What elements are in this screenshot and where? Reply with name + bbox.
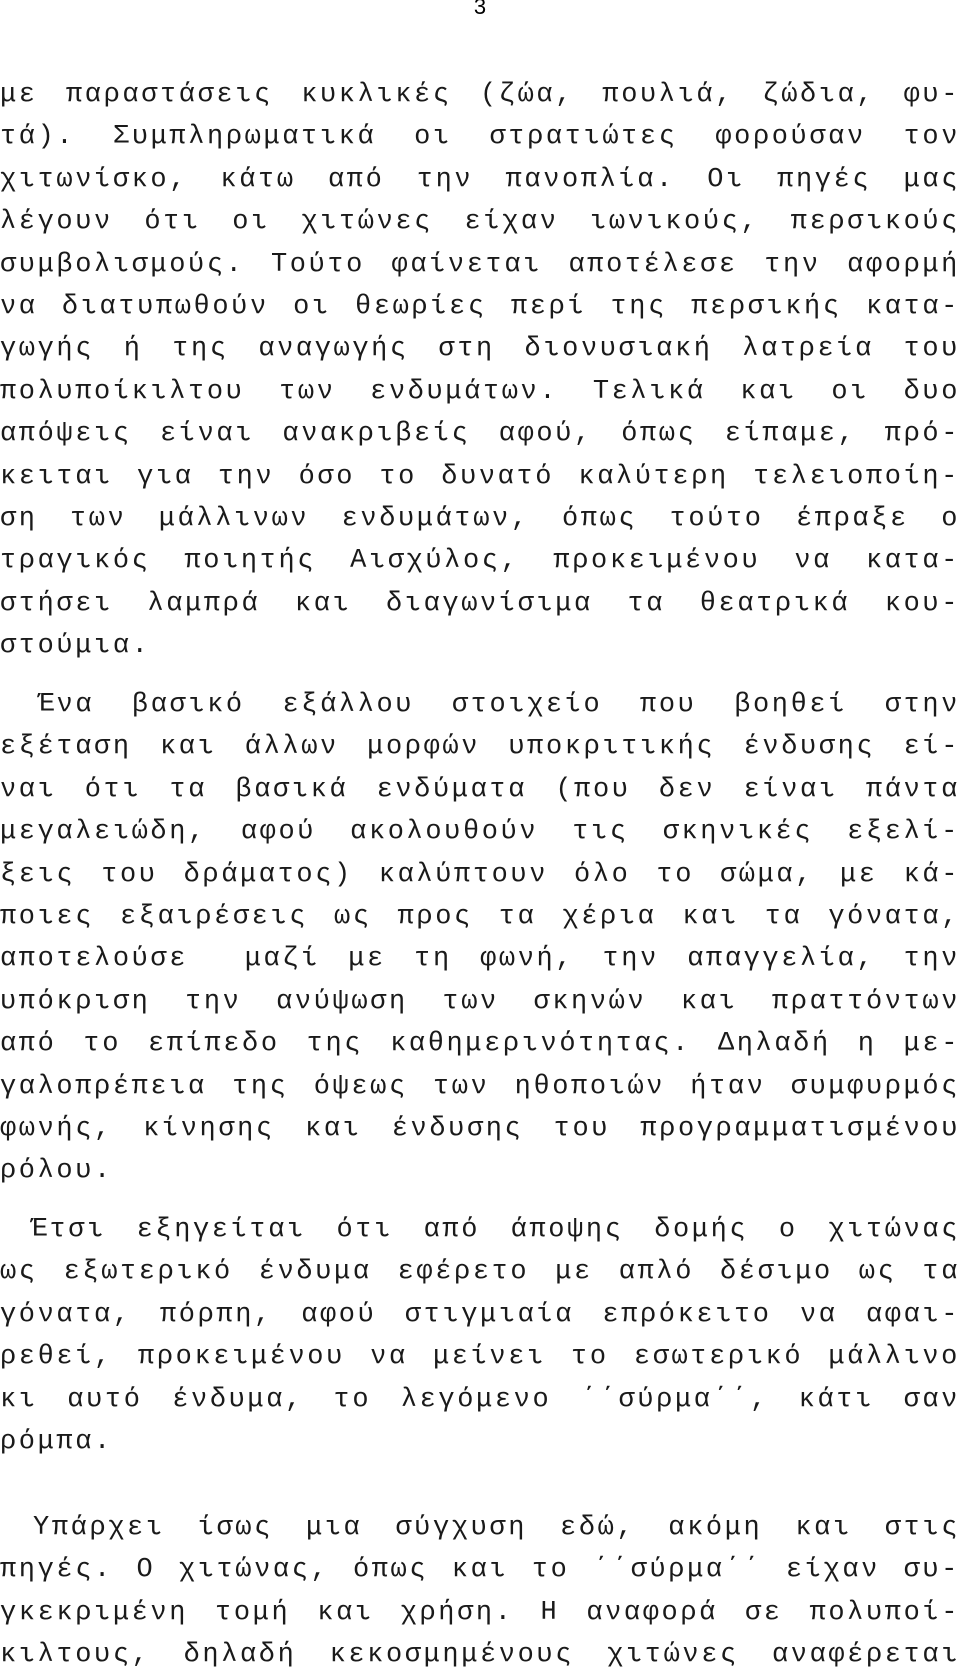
text-line: συμβολισμούς. Τούτο φαίνεται αποτέλεσε την αφορμή	[0, 249, 960, 280]
text-line: φωνής, κίνησης και ένδυσης του προγραμματισμένου	[0, 1113, 960, 1144]
text-line: ξεις του δράματος) καλύπτουν όλο το σώμα, με κά-	[0, 859, 960, 890]
text-line: ως εξωτερικό ένδυμα εφέρετο με απλό δέσιμο ως τα	[0, 1257, 960, 1288]
text-line: ση των μάλλινων ενδυμάτων, όπως τούτο έπραξε ο	[0, 503, 960, 534]
text-line: με παραστάσεις κυκλικές (ζώα, πουλιά, ζώδια, φυ-	[0, 80, 960, 110]
paragraph-1	[0, 74, 960, 667]
text-line: Έτσι εξηγείται ότι από άποψης δομής ο χιτώνας	[0, 1215, 960, 1245]
text-line: εξέταση και άλλων μορφών υποκριτικής ένδυσης εί-	[0, 732, 960, 763]
text-line: γόνατα, πόρπη, αφού στιγμιαία επρόκειτο να αφαι-	[0, 1299, 960, 1330]
text-line: Υπάρχει ίσως μια σύγχυση εδώ, ακόμη και στις	[0, 1513, 960, 1543]
text-line: γωγής ή της αναγωγής στη διονυσιακή λατρεία του	[0, 334, 960, 365]
paragraph-4	[0, 1507, 960, 1677]
paragraph-3	[0, 1209, 960, 1463]
text-line: λέγουν ότι οι χιτώνες είχαν ιωνικούς, περσικούς	[0, 207, 960, 238]
text-line: απόψεις είναι ανακριβείς αφού, όπως είπαμε, πρό-	[0, 419, 960, 450]
text-line: γαλοπρέπεια της όψεως των ηθοποιών ήταν συμφυρμός	[0, 1071, 960, 1102]
text-line: ρόμπα.	[0, 1426, 113, 1457]
text-line: πολυποίκιλτου των ενδυμάτων. Τελικά και οι δυο	[0, 376, 960, 407]
text-line: μεγαλειώδη, αφού ακολουθούν τις σκηνικές εξελί-	[0, 817, 960, 848]
text-line: ποιες εξαιρέσεις ως προς τα χέρια και τα γόνατα,	[0, 901, 960, 932]
text-line: υπόκριση την ανύψωση των σκηνών και πραττόντων	[0, 986, 960, 1017]
text-line: να διατυπωθούν οι θεωρίες περί της περσικής κατα-	[0, 291, 960, 322]
text-line: στούμια.	[0, 631, 151, 662]
text-line: ναι ότι τα βασικά ενδύματα (που δεν είναι πάντα	[0, 774, 960, 805]
text-line: χιτωνίσκο, κάτω από την πανοπλία. Οι πηγές μας	[0, 164, 960, 195]
text-line: τραγικός ποιητής Αισχύλος, προκειμένου να κατα-	[0, 546, 960, 577]
text-line: από το επίπεδο της καθημερινότητας. Δηλαδή η με-	[0, 1029, 960, 1060]
text-line: αποτελούσε μαζί με τη φωνή, την απαγγελία, την	[0, 944, 960, 975]
text-line: στήσει λαμπρά και διαγωνίσιμα τα θεατρικά κου-	[0, 588, 960, 619]
paragraph-2	[0, 684, 960, 1193]
text-line: Ένα βασικό εξάλλου στοιχείο που βοηθεί στην	[0, 690, 960, 720]
text-line: ρόλου.	[0, 1156, 113, 1187]
page-number: 3	[473, 0, 487, 19]
text-line: γκεκριμένη τομή και χρήση. Η αναφορά σε πολυποί-	[0, 1597, 960, 1628]
text-line: κειται για την όσο το δυνατό καλύτερη τελειοποίη-	[0, 461, 960, 492]
text-line: τά). Συμπληρωματικά οι στρατιώτες φορούσαν τον	[0, 122, 960, 153]
text-line: πηγές. Ο χιτώνας, όπως και το ΄΄σύρμα΄΄ είχαν συ-	[0, 1555, 960, 1586]
text-line: κιλτους, δηλαδή κεκοσμημένους χιτώνες αναφέρεται	[0, 1640, 960, 1671]
text-line: ρεθεί, προκειμένου να μείνει το εσωτερικό μάλλινο	[0, 1342, 960, 1373]
text-line: κι αυτό ένδυμα, το λεγόμενο ΄΄σύρμα΄΄, κάτι σαν	[0, 1384, 960, 1415]
